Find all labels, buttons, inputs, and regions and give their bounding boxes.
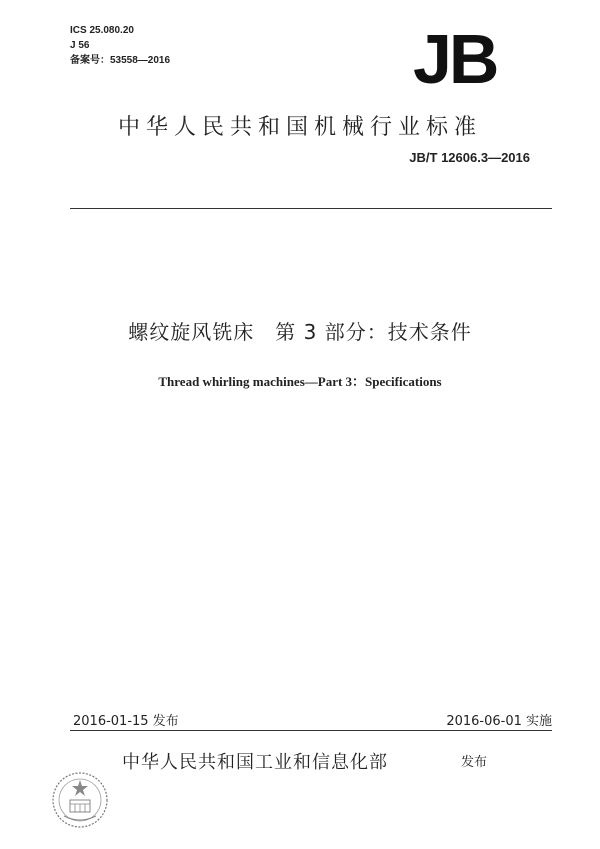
org-title: 中华人民共和国机械行业标准 — [117, 115, 482, 140]
top-divider — [70, 208, 552, 209]
ministry-seal-icon — [50, 770, 110, 830]
jb-logo: JB — [413, 20, 497, 98]
publish-date: 2016-01-15 发布 — [73, 714, 179, 729]
bottom-divider — [70, 730, 552, 731]
title-english: Thread whirling machines—Part 3：Specifications — [158, 374, 442, 389]
issuer-suffix: 发布 — [461, 755, 488, 770]
issuer-name: 中华人民共和国工业和信息化部 — [122, 752, 388, 773]
title-chinese: 螺纹旋风铣床 第 3 部分：技术条件 — [128, 320, 472, 344]
standard-number: JB/T 12606.3—2016 — [409, 150, 530, 165]
filing-number: 备案号：53558—2016 — [70, 55, 171, 66]
ics-code: ICS 25.080.20 — [70, 25, 134, 36]
implement-date: 2016-06-01 实施 — [446, 714, 552, 729]
ccs-code: J 56 — [70, 40, 90, 51]
